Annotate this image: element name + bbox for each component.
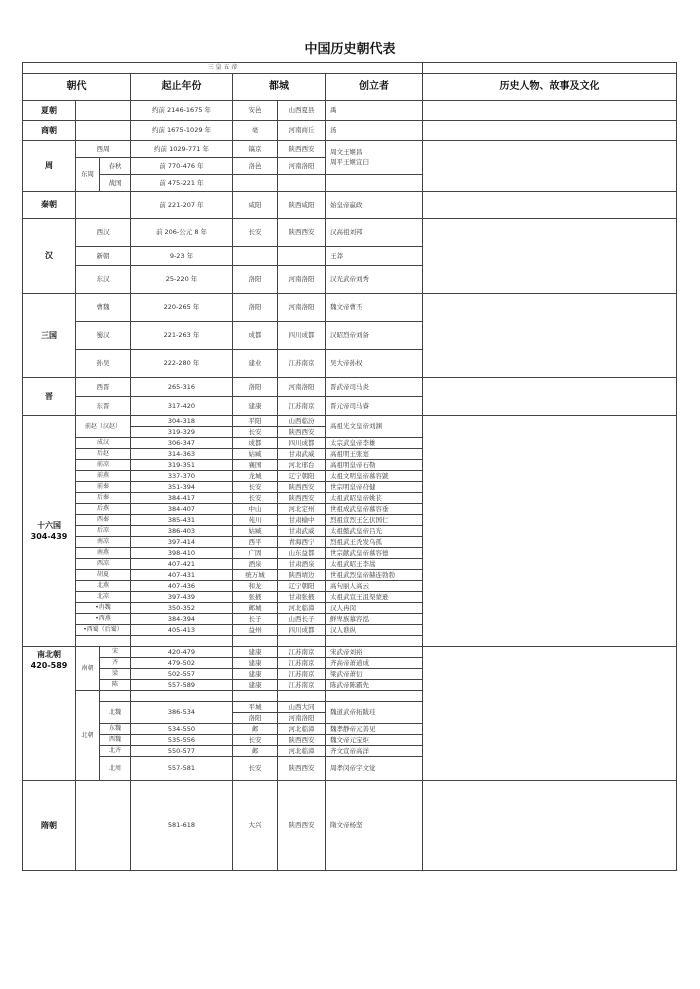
- header-years: 起止年份: [131, 74, 233, 101]
- founder: 烈祖宣烈王乞伏国仁: [326, 515, 423, 526]
- location: [278, 247, 326, 266]
- founder: 太祖武昭王李暠: [326, 559, 423, 570]
- location: 陕西西安: [278, 482, 326, 493]
- capital: 长安: [233, 757, 278, 781]
- state-name: 南凉: [76, 537, 131, 548]
- dynasty-name: 周: [23, 141, 76, 192]
- capital: 益州: [233, 625, 278, 636]
- page-title: 中国历史朝代表: [304, 42, 396, 57]
- sub-dynasty: 曹魏: [76, 294, 131, 322]
- founder: 魏文帝曹丕: [326, 294, 423, 322]
- founder: 太祖懿武皇帝吕光: [326, 526, 423, 537]
- row-state: [23, 416, 677, 427]
- location: 江苏南京: [278, 669, 326, 680]
- capital: [233, 247, 278, 266]
- capital: 镐京: [233, 141, 278, 158]
- founder: 汉人谯纵: [326, 625, 423, 636]
- row-south: [23, 647, 677, 658]
- location: 四川成都: [278, 625, 326, 636]
- years: 351-394: [131, 482, 233, 493]
- location: 河北临漳: [278, 724, 326, 735]
- years: 306-347: [131, 438, 233, 449]
- sub-blank: [76, 121, 131, 141]
- capital: 建康: [233, 658, 278, 669]
- location: 河南洛阳: [278, 378, 326, 397]
- capital: 长安: [233, 219, 278, 247]
- years: 222-280 年: [131, 350, 233, 378]
- founder: 高祖明皇帝石勒: [326, 460, 423, 471]
- super-header-blank: [423, 63, 677, 74]
- sub-dynasty: 新朝: [76, 247, 131, 266]
- location: 河南商丘: [278, 121, 326, 141]
- founder: 梁武帝萧衍: [326, 669, 423, 680]
- location: [278, 175, 326, 192]
- culture-cell: [423, 416, 677, 647]
- sub-dynasty: 西周: [76, 141, 131, 158]
- capital: 长安: [233, 493, 278, 504]
- founder: 汤: [326, 121, 423, 141]
- location: 河北邢台: [278, 460, 326, 471]
- capital: 建康: [233, 669, 278, 680]
- sub-dynasty: 北齐: [100, 746, 131, 757]
- culture-cell: [423, 781, 677, 871]
- state-name: 胡夏: [76, 570, 131, 581]
- years: 534-550: [131, 724, 233, 735]
- capital: 洛阳: [233, 713, 278, 724]
- capital: [233, 691, 278, 702]
- capital: 襄国: [233, 460, 278, 471]
- years: [131, 691, 233, 702]
- dynasty-name: 汉: [23, 219, 76, 294]
- years: 319-351: [131, 460, 233, 471]
- sub-dynasty: 战国: [100, 175, 131, 192]
- years: 479-502: [131, 658, 233, 669]
- capital: 姑臧: [233, 449, 278, 460]
- location: 河南洛阳: [278, 294, 326, 322]
- header-capital: 都城: [233, 74, 326, 101]
- founder: 晋武帝司马炎: [326, 378, 423, 397]
- capital: 洛阳: [233, 378, 278, 397]
- founder: 汉人冉闵: [326, 603, 423, 614]
- capital: 建康: [233, 647, 278, 658]
- location: 辽宁朝阳: [278, 471, 326, 482]
- capital: 长安: [233, 482, 278, 493]
- location: 江苏南京: [278, 647, 326, 658]
- location: 河北临漳: [278, 746, 326, 757]
- culture-cell: [423, 294, 677, 378]
- location: 陕西西安: [278, 735, 326, 746]
- founder: 宋武帝刘裕: [326, 647, 423, 658]
- years: 405-413: [131, 625, 233, 636]
- years: 535-556: [131, 735, 233, 746]
- state-name: [76, 636, 131, 647]
- header-culture: 历史人物、故事及文化: [423, 74, 677, 101]
- years: 557-581: [131, 757, 233, 781]
- location: 山西大同: [278, 702, 326, 713]
- founder: 始皇帝嬴政: [326, 192, 423, 219]
- capital: 成都: [233, 322, 278, 350]
- state-name: 后凉: [76, 526, 131, 537]
- group-name: 南朝: [76, 647, 100, 691]
- founder: 高祖明王张寔: [326, 449, 423, 460]
- capital: 大兴: [233, 781, 278, 871]
- state-name: 后赵: [76, 449, 131, 460]
- sub-dynasty: 西魏: [100, 735, 131, 746]
- capital: 亳: [233, 121, 278, 141]
- sub-dynasty: 北魏: [100, 702, 131, 724]
- capital: 成都: [233, 438, 278, 449]
- years: 384-394: [131, 614, 233, 625]
- location: 河北定州: [278, 504, 326, 515]
- capital: 长安: [233, 735, 278, 746]
- founder: 禹: [326, 101, 423, 121]
- location: 陕西西安: [278, 781, 326, 871]
- state-name: 西秦: [76, 515, 131, 526]
- location: [278, 636, 326, 647]
- years: 420-479: [131, 647, 233, 658]
- years: 557-589: [131, 680, 233, 691]
- location: 山西长子: [278, 614, 326, 625]
- founder: [326, 175, 423, 192]
- years: 384-417: [131, 493, 233, 504]
- capital: 建康: [233, 397, 278, 416]
- location: 河北临漳: [278, 603, 326, 614]
- capital: 邺: [233, 724, 278, 735]
- culture-cell: [423, 378, 677, 416]
- culture-cell: [423, 219, 677, 294]
- sub-dynasty: 北周: [100, 757, 131, 781]
- row-sui: [23, 781, 677, 871]
- founder: 太宗武皇帝李雄: [326, 438, 423, 449]
- capital: 洛阳: [233, 266, 278, 294]
- founder: 汉昭烈帝刘备: [326, 322, 423, 350]
- founder: 太祖武昭皇帝姚苌: [326, 493, 423, 504]
- founder: [326, 141, 423, 175]
- years: 384-407: [131, 504, 233, 515]
- capital: 邺: [233, 746, 278, 757]
- capital: 和龙: [233, 581, 278, 592]
- culture-cell: [423, 647, 677, 781]
- row-wei: [23, 294, 677, 322]
- location: 青海西宁: [278, 537, 326, 548]
- state-name: •西蜀（后蜀）: [76, 625, 131, 636]
- founder: 吴大帝孙权: [326, 350, 423, 378]
- location: 甘肃张掖: [278, 592, 326, 603]
- dynasty-name-text: 十六国 304-439: [30, 520, 68, 541]
- years: 25-220 年: [131, 266, 233, 294]
- founder: 齐高帝萧道成: [326, 658, 423, 669]
- years: [131, 636, 233, 647]
- years: 304-318: [131, 416, 233, 427]
- state-name: 北凉: [76, 592, 131, 603]
- group-name: 北朝: [76, 691, 100, 781]
- years: 407-421: [131, 559, 233, 570]
- years: 221-263 年: [131, 322, 233, 350]
- capital: 咸阳: [233, 192, 278, 219]
- capital: 平城: [233, 702, 278, 713]
- capital: 平阳: [233, 416, 278, 427]
- capital: 中山: [233, 504, 278, 515]
- location: 甘肃酒泉: [278, 559, 326, 570]
- years: 550-577: [131, 746, 233, 757]
- location: 陕西西安: [278, 427, 326, 438]
- founder: 魏道武帝拓跋珪: [326, 702, 423, 724]
- years: 337-370: [131, 471, 233, 482]
- state-name: •西燕: [76, 614, 131, 625]
- founder: 鲜卑族慕容泓: [326, 614, 423, 625]
- sub-dynasty: 东汉: [76, 266, 131, 294]
- years: 220-265 年: [131, 294, 233, 322]
- location: 甘肃武威: [278, 449, 326, 460]
- location: 甘肃榆中: [278, 515, 326, 526]
- super-header: 三 皇 五 帝: [23, 63, 423, 74]
- years: 385-431: [131, 515, 233, 526]
- state-name: 成汉: [76, 438, 131, 449]
- years: 约前 2146-1675 年: [131, 101, 233, 121]
- dynasty-name: 三国: [23, 294, 76, 378]
- founder: 晋元帝司马睿: [326, 397, 423, 416]
- founder-text: 周文王姬昌 周平王姬宜臼: [330, 147, 369, 166]
- location: 江苏南京: [278, 658, 326, 669]
- years: 397-439: [131, 592, 233, 603]
- row-qin: [23, 192, 677, 219]
- culture-cell: [423, 192, 677, 219]
- founder: 汉光武帝刘秀: [326, 266, 423, 294]
- capital: 安邑: [233, 101, 278, 121]
- founder: [326, 636, 423, 647]
- culture-cell: [423, 101, 677, 121]
- years: 265-316: [131, 378, 233, 397]
- row-xijin: [23, 378, 677, 397]
- culture-cell: [423, 141, 677, 192]
- founder: 世祖武烈皇帝赫连勃勃: [326, 570, 423, 581]
- location: 辽宁朝阳: [278, 581, 326, 592]
- years: 407-431: [131, 570, 233, 581]
- years: 317-420: [131, 397, 233, 416]
- state-name: 前燕: [76, 471, 131, 482]
- location: 陕西靖边: [278, 570, 326, 581]
- location: 河南洛阳: [278, 713, 326, 724]
- capital: 苑川: [233, 515, 278, 526]
- founder: 魏孝静帝元善见: [326, 724, 423, 735]
- sub-dynasty: 东魏: [100, 724, 131, 735]
- founder: 高祖光文皇帝刘渊: [326, 416, 423, 438]
- location: 江苏南京: [278, 680, 326, 691]
- dynasty-name-text: 南北朝 420-589: [30, 650, 68, 671]
- dynasty-table: [22, 62, 677, 871]
- sub-dynasty: 西汉: [76, 219, 131, 247]
- years: 前 475-221 年: [131, 175, 233, 192]
- capital: [233, 175, 278, 192]
- founder: 隋文帝杨坚: [326, 781, 423, 871]
- years: 前 221-207 年: [131, 192, 233, 219]
- years: 386-403: [131, 526, 233, 537]
- sub-blank: [100, 691, 131, 702]
- row-xihan: [23, 219, 677, 247]
- dynasty-name: [23, 416, 76, 647]
- row-xia: [23, 101, 677, 121]
- years: 约前 1029-771 年: [131, 141, 233, 158]
- location: 山西临汾: [278, 416, 326, 427]
- sub-blank: [76, 101, 131, 121]
- row-xizhou: [23, 141, 677, 158]
- header-dynasty: 朝代: [23, 74, 131, 101]
- sub-dynasty: 孙吴: [76, 350, 131, 378]
- row-shang: [23, 121, 677, 141]
- state-name: 西凉: [76, 559, 131, 570]
- founder: [326, 691, 423, 702]
- location: 河南洛阳: [278, 158, 326, 175]
- capital: 龙城: [233, 471, 278, 482]
- location: 山西夏县: [278, 101, 326, 121]
- years: 约前 1675-1029 年: [131, 121, 233, 141]
- years: 502-557: [131, 669, 233, 680]
- dynasty-name: 晋: [23, 378, 76, 416]
- dynasty-name: [23, 647, 76, 781]
- founder: 王莽: [326, 247, 423, 266]
- location: 陕西西安: [278, 219, 326, 247]
- super-header-row: [23, 63, 677, 74]
- years: 581-618: [131, 781, 233, 871]
- founder: 汉高祖刘邦: [326, 219, 423, 247]
- sub-blank: [76, 192, 131, 219]
- founder: 世宗明皇帝苻健: [326, 482, 423, 493]
- years: 前 206-公元 8 年: [131, 219, 233, 247]
- capital: [233, 636, 278, 647]
- years: 397-414: [131, 537, 233, 548]
- founder: 烈祖武王秃发乌孤: [326, 537, 423, 548]
- years: 前 770-476 年: [131, 158, 233, 175]
- sub-dynasty: 春秋: [100, 158, 131, 175]
- location: 四川成都: [278, 438, 326, 449]
- capital: 广固: [233, 548, 278, 559]
- location: [278, 691, 326, 702]
- sub-dynasty: 蜀汉: [76, 322, 131, 350]
- years: 350-352: [131, 603, 233, 614]
- founder: 陈武帝陈霸先: [326, 680, 423, 691]
- sub-dynasty: 齐: [100, 658, 131, 669]
- dynasty-name: 秦朝: [23, 192, 76, 219]
- capital: 长安: [233, 427, 278, 438]
- capital: 洛阳: [233, 294, 278, 322]
- state-name: 北燕: [76, 581, 131, 592]
- culture-cell: [423, 121, 677, 141]
- years: 407-436: [131, 581, 233, 592]
- founder: 周孝闵帝宇文觉: [326, 757, 423, 781]
- founder: 世宗献武皇帝慕容德: [326, 548, 423, 559]
- capital: 建业: [233, 350, 278, 378]
- state-name: 前赵（汉赵）: [76, 416, 131, 438]
- state-name: •冉魏: [76, 603, 131, 614]
- capital: 酒泉: [233, 559, 278, 570]
- location: 山东益都: [278, 548, 326, 559]
- location: 江苏南京: [278, 350, 326, 378]
- location: 陕西西安: [278, 757, 326, 781]
- founder: 高句丽人高云: [326, 581, 423, 592]
- location: 河南洛阳: [278, 266, 326, 294]
- location: 陕西西安: [278, 493, 326, 504]
- sub-dynasty: 梁: [100, 669, 131, 680]
- sub-dynasty: 宋: [100, 647, 131, 658]
- founder: 魏文帝元宝炬: [326, 735, 423, 746]
- location: 甘肃武威: [278, 526, 326, 537]
- location: 陕西咸阳: [278, 192, 326, 219]
- dynasty-name: 夏朝: [23, 101, 76, 121]
- years: 314-363: [131, 449, 233, 460]
- state-name: 后秦: [76, 493, 131, 504]
- capital: 邺城: [233, 603, 278, 614]
- sub-dynasty: 陈: [100, 680, 131, 691]
- years: 9-23 年: [131, 247, 233, 266]
- founder: 齐文宣帝高洋: [326, 746, 423, 757]
- capital: 统万城: [233, 570, 278, 581]
- header-founder: 创立者: [326, 74, 423, 101]
- capital: 西平: [233, 537, 278, 548]
- years: 398-410: [131, 548, 233, 559]
- founder: 世祖成武皇帝慕容垂: [326, 504, 423, 515]
- state-name: 前秦: [76, 482, 131, 493]
- sub-group: 东周: [76, 158, 100, 192]
- location: 陕西西安: [278, 141, 326, 158]
- years: 386-534: [131, 702, 233, 724]
- capital: 洛邑: [233, 158, 278, 175]
- state-name: 前凉: [76, 460, 131, 471]
- years: 319-329: [131, 427, 233, 438]
- header-row: [23, 74, 677, 101]
- capital: 长子: [233, 614, 278, 625]
- capital: 姑臧: [233, 526, 278, 537]
- dynasty-name: 隋朝: [23, 781, 76, 871]
- location: 江苏南京: [278, 397, 326, 416]
- state-name: 后燕: [76, 504, 131, 515]
- capital: 建康: [233, 680, 278, 691]
- founder: 太祖武宣王沮渠蒙逊: [326, 592, 423, 603]
- sub-dynasty: 西晋: [76, 378, 131, 397]
- dynasty-name: 商朝: [23, 121, 76, 141]
- sub-blank: [76, 781, 131, 871]
- location: 四川成都: [278, 322, 326, 350]
- capital: 张掖: [233, 592, 278, 603]
- founder: 太祖文明皇帝慕容皝: [326, 471, 423, 482]
- sub-dynasty: 东晋: [76, 397, 131, 416]
- state-name: 南燕: [76, 548, 131, 559]
